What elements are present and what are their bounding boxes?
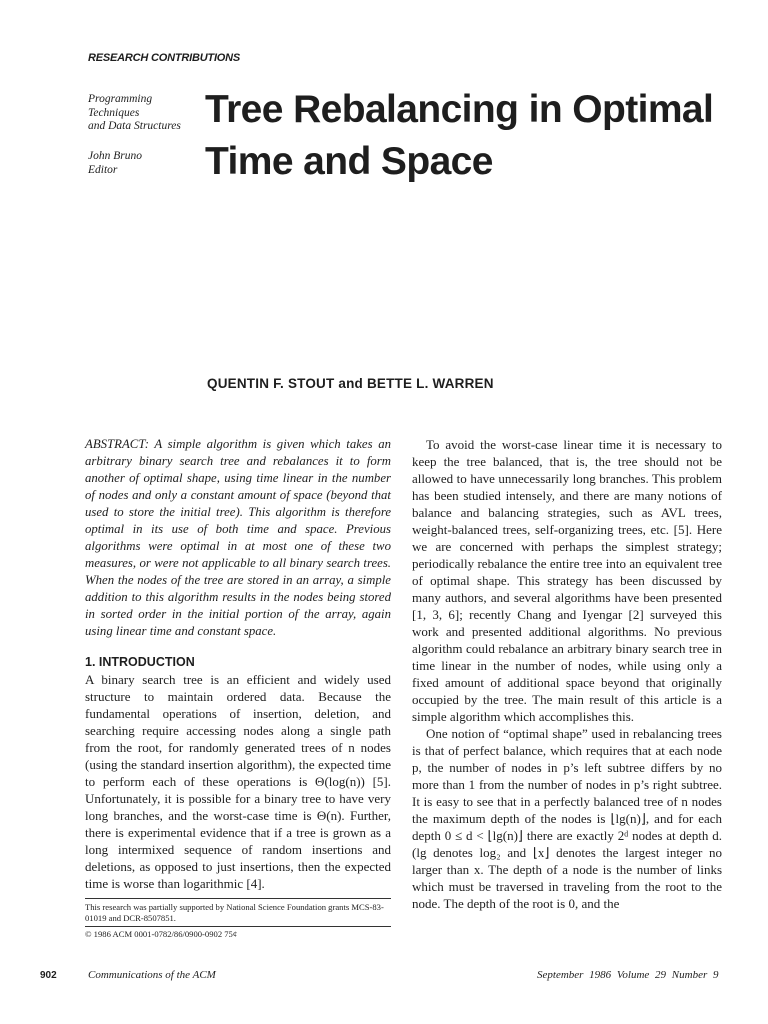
footnote [85, 898, 391, 940]
journal-name: Communications of the ACM [88, 969, 216, 981]
intro-paragraph: A binary search tree is an efficient and widely used structure to maintain ordered data. Because the fundamental operations of insertion, deletion, and searching require accessing nodes along a single path from the root, for randomly generated trees of n nodes (using the standard insertion algorithm), the expected time to perform each of these operations is Θ(log(n)) [5]. Unfortunately, it is possible for a binary tree to have very long branches, and the worst-case time is Θ(n). Further, there is experimental evidence that if a tree is grown as a long intermixed sequence of random insertions and deletions, as opposed to just insertions, then the expected time is worse than logarithmic [4]. [85, 672, 391, 891]
section-label: RESEARCH CONTRIBUTIONS [88, 52, 241, 64]
section-heading: 1. INTRODUCTION [85, 655, 195, 669]
editor-role: Editor [88, 163, 118, 176]
title-line: Time and Space [205, 140, 493, 183]
department-line: Programming [88, 93, 153, 105]
author-line: QUENTIN F. STOUT and BETTE L. WARREN [207, 376, 494, 391]
department-line: Techniques [88, 106, 140, 119]
department-line: and Data Structures [88, 120, 181, 132]
abstract-label: ABSTRACT: [85, 437, 149, 451]
left-column [85, 436, 391, 940]
editor-credit [88, 150, 142, 177]
funding-note: This research was partially supported by National Science Foundation grants MCS-83-01019 and DCR-8507851. [85, 902, 384, 923]
page-number: 902 [40, 970, 57, 981]
article-title [205, 84, 745, 188]
right-column [412, 436, 722, 912]
copyright-note: © 1986 ACM 0001-0782/86/0900-0902 75¢ [85, 926, 391, 940]
abstract-text: A simple algorithm is given which takes an arbitrary binary search tree and rebalances it to form another of optimal shape, using time linear in the number of nodes and only a constant amount of space (beyond that used to store the initial tree). This algorithm is therefore optimal in its use of both time and space. Previous algorithms were optimal in at most one of these two measures, or were not applicable to all binary search trees. When the nodes of the tree are stored in an array, a simple addition to this algorithm results in the nodes being stored in sorted order in the initial portion of the array, again using linear time and constant space. [85, 437, 391, 638]
body-paragraph: To avoid the worst-case linear time it is necessary to keep the tree balanced, that is, the tree should not be allowed to have unnecessarily long branches. This problem has been studied intensely, and there are many notions of balance and balancing strategies, such as AVL trees, weight-balanced trees, self-organizing trees, etc. [5]. Here we are concerned with perhaps the simplest strategy; periodically rebalance the entire tree into an equivalent tree of optimal shape. This strategy has been discussed by many authors, and several algorithms have been presented [1, 3, 6]; recently Chang and Iyengar [2] surveyed this work and presented additional algorithms. No previous algorithm could rebalance an arbitrary binary search tree in time linear in the number of nodes, while using only a fixed amount of additional space beyond that originally occupied by the tree. The main result of this article is a simple algorithm which accomplishes this. [412, 437, 722, 724]
department-label [88, 93, 181, 134]
body-paragraph: One notion of “optimal shape” used in rebalancing trees is that of perfect balance, which requires that at each node p, the number of nodes in p’s left subtree differs by no more than 1 from the number of nodes in p’s right subtree. It is easy to see that in a perfectly balanced tree of n nodes the maximum depth of the nodes is ⌊lg(n)⌋, and for each depth 0 ≤ d < ⌊lg(n)⌋ there are exactly 2ᵈ nodes at depth d. (lg denotes log₂ and ⌊x⌋ denotes the largest integer no larger than x. The depth of a node is the number of links which must be traversed in traveling from the root to the node. The depth of the root is 0, and the [412, 726, 722, 911]
title-line: Tree Rebalancing in Optimal [205, 88, 714, 131]
editor-name: John Bruno [88, 150, 142, 162]
abstract [85, 436, 391, 640]
issue-info: September 1986 Volume 29 Number 9 [537, 969, 719, 981]
